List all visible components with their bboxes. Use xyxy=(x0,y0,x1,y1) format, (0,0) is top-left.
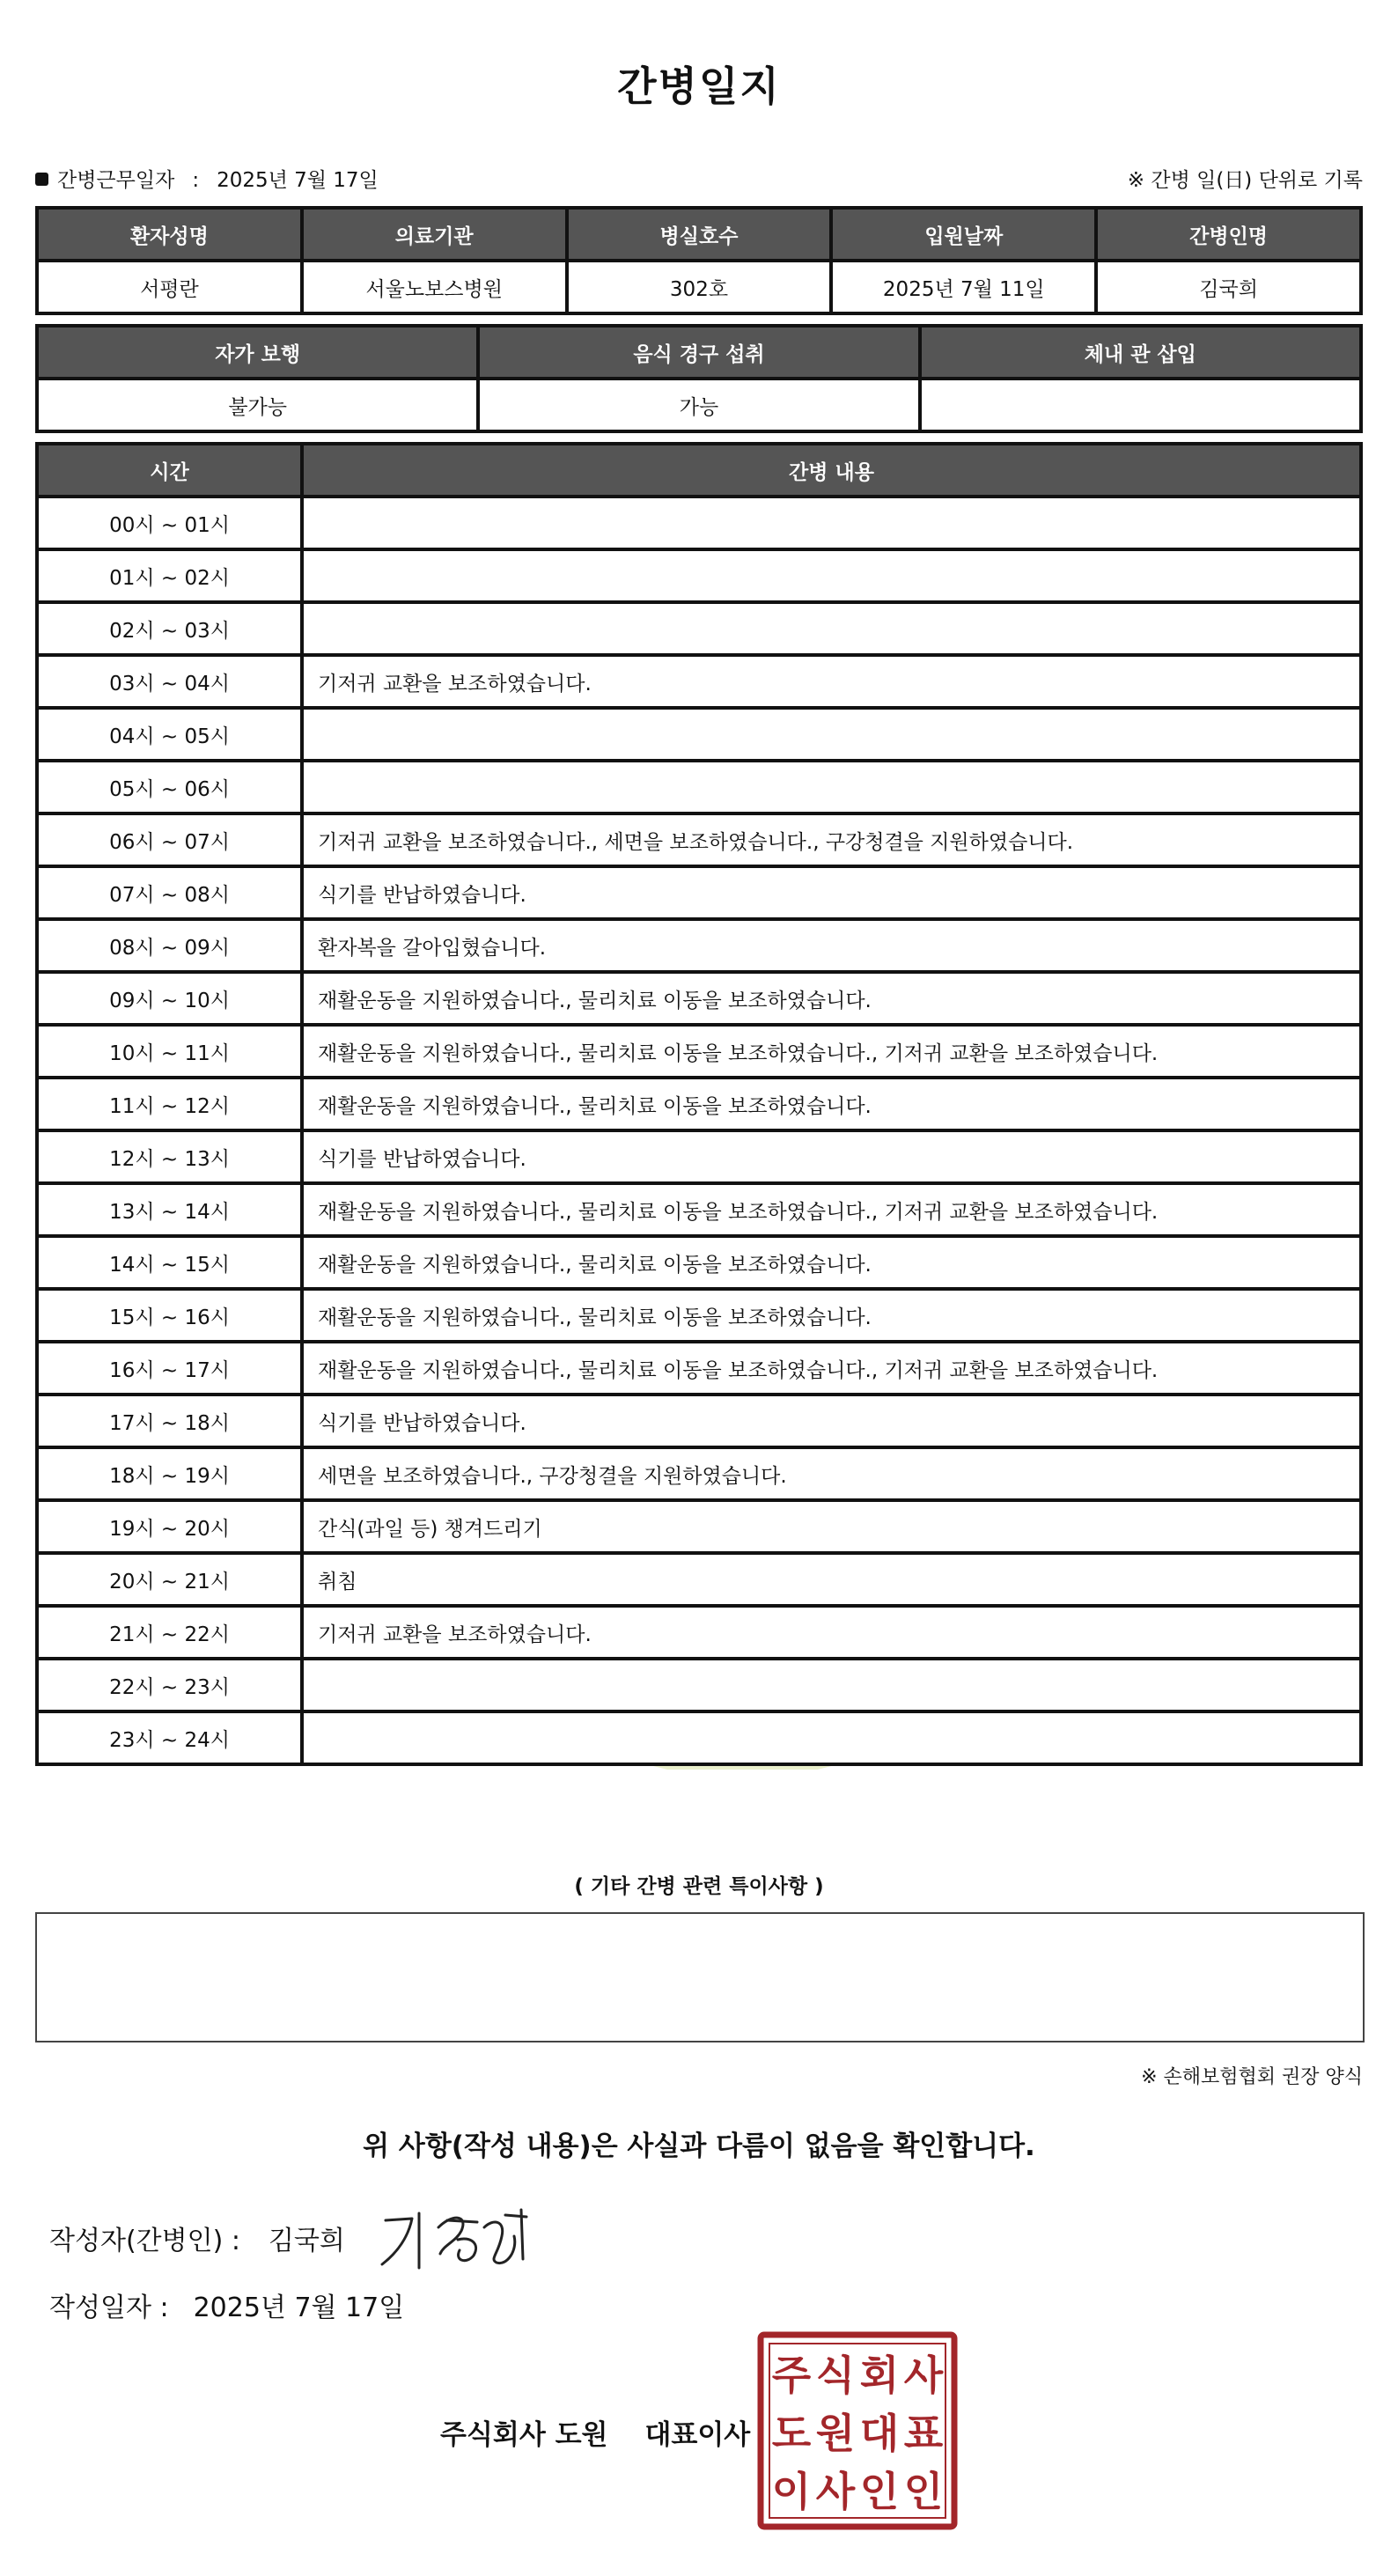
condition-table xyxy=(35,324,1363,433)
oral-intake-value: 가능 xyxy=(480,380,917,430)
header-room: 병실호수 xyxy=(569,210,830,259)
work-date-separator: : xyxy=(192,169,200,192)
header-hospital: 의료기관 xyxy=(304,210,565,259)
square-bullet-icon xyxy=(35,173,48,186)
header-time: 시간 xyxy=(39,445,300,495)
care-log-content: 식기를 반납하였습니다. xyxy=(304,1396,1359,1446)
care-log-time: 15시 ~ 16시 xyxy=(39,1291,300,1340)
care-log-time: 16시 ~ 17시 xyxy=(39,1343,300,1393)
company-seal-stamp xyxy=(757,2331,958,2530)
care-log-content: 기저귀 교환을 보조하였습니다., 세면을 보조하였습니다., 구강청결을 지원하였습니다. xyxy=(304,815,1359,865)
care-log-content xyxy=(304,551,1359,600)
care-log-time: 11시 ~ 12시 xyxy=(39,1079,300,1129)
care-log-content: 재활운동을 지원하였습니다., 물리치료 이동을 보조하였습니다. xyxy=(304,1079,1359,1129)
care-log-row xyxy=(39,762,1359,812)
care-log-time: 04시 ~ 05시 xyxy=(39,710,300,759)
care-log-row xyxy=(39,604,1359,653)
work-date-label: 간병근무일자 xyxy=(57,169,175,192)
care-log-time: 23시 ~ 24시 xyxy=(39,1713,300,1763)
header-tube-insertion: 체내 관 삽입 xyxy=(922,328,1359,377)
caregiver-name: 김국희 xyxy=(1098,262,1359,312)
care-log-table xyxy=(35,442,1363,1766)
seal-glyph: 도 xyxy=(771,2410,812,2457)
care-log-row xyxy=(39,1555,1359,1604)
care-log-time: 13시 ~ 14시 xyxy=(39,1185,300,1234)
notes-box xyxy=(35,1912,1365,2042)
care-log-row xyxy=(39,1079,1359,1129)
seal-glyph: 회 xyxy=(859,2352,900,2399)
care-log-time: 05시 ~ 06시 xyxy=(39,762,300,812)
care-log-time: 01시 ~ 02시 xyxy=(39,551,300,600)
care-log-time: 00시 ~ 01시 xyxy=(39,498,300,548)
care-log-content: 재활운동을 지원하였습니다., 물리치료 이동을 보조하였습니다., 기저귀 교환을 보조하였습니다. xyxy=(304,1185,1359,1234)
page-title: 간병일지 xyxy=(617,63,781,110)
seal-glyph: 이 xyxy=(771,2468,812,2515)
written-date-value: 2025년 7월 17일 xyxy=(193,2293,405,2323)
work-date xyxy=(35,164,379,193)
care-log-content xyxy=(304,762,1359,812)
care-log-content: 기저귀 교환을 보조하였습니다. xyxy=(304,1608,1359,1657)
confirmation-statement: 위 사항(작성 내용)은 사실과 다름이 없음을 확인합니다. xyxy=(363,2131,1035,2162)
hospital-name: 서울노보스병원 xyxy=(304,262,565,312)
care-log-content: 간식(과일 등) 챙겨드리기 xyxy=(304,1502,1359,1551)
care-log-row xyxy=(39,1660,1359,1710)
care-log-row xyxy=(39,498,1359,548)
written-date-label: 작성일자 : xyxy=(49,2293,169,2323)
care-log-content: 식기를 반납하였습니다. xyxy=(304,868,1359,917)
header-oral-intake: 음식 경구 섭취 xyxy=(480,328,917,377)
seal-glyph: 원 xyxy=(815,2410,856,2457)
header-caregiver-name: 간병인명 xyxy=(1098,210,1359,259)
care-log-time: 21시 ~ 22시 xyxy=(39,1608,300,1657)
care-log-time: 19시 ~ 20시 xyxy=(39,1502,300,1551)
header-admission-date: 입원날짜 xyxy=(833,210,1094,259)
care-log-row xyxy=(39,1608,1359,1657)
care-log-row xyxy=(39,868,1359,917)
care-log-row xyxy=(39,1132,1359,1181)
care-log-content: 재활운동을 지원하였습니다., 물리치료 이동을 보조하였습니다., 기저귀 교환을 보조하였습니다. xyxy=(304,1027,1359,1076)
seal-glyph: 사 xyxy=(815,2468,856,2515)
record-unit-note: ※ 간병 일(日) 단위로 기록 xyxy=(1127,169,1363,192)
care-log-time: 22시 ~ 23시 xyxy=(39,1660,300,1710)
care-log-content xyxy=(304,710,1359,759)
seal-glyph: 인 xyxy=(859,2468,900,2515)
care-log-content: 재활운동을 지원하였습니다., 물리치료 이동을 보조하였습니다. xyxy=(304,974,1359,1023)
care-log-row xyxy=(39,1449,1359,1498)
work-date-row xyxy=(35,164,1363,195)
care-log-row xyxy=(39,1396,1359,1446)
care-log-body xyxy=(39,498,1359,1763)
patient-info-table xyxy=(35,206,1363,315)
company-name: 주식회사 도원 xyxy=(440,2419,608,2451)
care-log-header-row xyxy=(39,445,1359,495)
care-log-time: 17시 ~ 18시 xyxy=(39,1396,300,1446)
care-log-content xyxy=(304,498,1359,548)
header-care-content: 간병 내용 xyxy=(304,445,1359,495)
patient-info-value-row xyxy=(39,262,1359,312)
patient-name: 서평란 xyxy=(39,262,300,312)
care-log-time: 09시 ~ 10시 xyxy=(39,974,300,1023)
care-log-time: 14시 ~ 15시 xyxy=(39,1238,300,1287)
care-log-content: 환자복을 갈아입혔습니다. xyxy=(304,921,1359,970)
care-log-time: 20시 ~ 21시 xyxy=(39,1555,300,1604)
care-log-row xyxy=(39,1238,1359,1287)
care-log-time: 18시 ~ 19시 xyxy=(39,1449,300,1498)
seal-glyph: 사 xyxy=(903,2352,944,2399)
self-walking-value: 불가능 xyxy=(39,380,476,430)
condition-header-row xyxy=(39,328,1359,377)
care-log-row xyxy=(39,1502,1359,1551)
care-log-content: 기저귀 교환을 보조하였습니다. xyxy=(304,657,1359,706)
work-date-value: 2025년 7월 17일 xyxy=(217,169,379,192)
care-log-time: 03시 ~ 04시 xyxy=(39,657,300,706)
seal-glyph: 식 xyxy=(815,2352,856,2399)
care-log-content: 재활운동을 지원하였습니다., 물리치료 이동을 보조하였습니다. xyxy=(304,1291,1359,1340)
tube-insertion-value xyxy=(922,380,1359,430)
care-log-row xyxy=(39,974,1359,1023)
header-self-walking: 자가 보행 xyxy=(39,328,476,377)
writer-line xyxy=(49,2219,345,2257)
care-log-row xyxy=(39,1343,1359,1393)
seal-glyph: 대 xyxy=(859,2410,900,2457)
care-log-time: 02시 ~ 03시 xyxy=(39,604,300,653)
seal-glyph: 인 xyxy=(903,2468,944,2515)
care-log-row xyxy=(39,1027,1359,1076)
care-log-row xyxy=(39,551,1359,600)
patient-info-header-row xyxy=(39,210,1359,259)
care-log-row xyxy=(39,815,1359,865)
condition-value-row xyxy=(39,380,1359,430)
writer-label: 작성자(간병인) : xyxy=(49,2226,240,2256)
care-log-row xyxy=(39,710,1359,759)
care-log-row xyxy=(39,657,1359,706)
handwritten-signature xyxy=(373,2201,541,2277)
care-log-content: 재활운동을 지원하였습니다., 물리치료 이동을 보조하였습니다. xyxy=(304,1238,1359,1287)
care-log-content xyxy=(304,1713,1359,1763)
care-log-row xyxy=(39,1185,1359,1234)
written-date-line xyxy=(49,2285,404,2324)
care-log-row xyxy=(39,1713,1359,1763)
care-log-time: 06시 ~ 07시 xyxy=(39,815,300,865)
care-log-content xyxy=(304,604,1359,653)
care-log-content xyxy=(304,1660,1359,1710)
care-log-content: 세면을 보조하였습니다., 구강청결을 지원하였습니다. xyxy=(304,1449,1359,1498)
care-log-time: 07시 ~ 08시 xyxy=(39,868,300,917)
writer-name: 김국희 xyxy=(268,2226,345,2256)
seal-glyph: 표 xyxy=(903,2410,944,2457)
care-log-time: 10시 ~ 11시 xyxy=(39,1027,300,1076)
care-log-content: 식기를 반납하였습니다. xyxy=(304,1132,1359,1181)
care-log-content: 취침 xyxy=(304,1555,1359,1604)
company-line xyxy=(440,2412,750,2452)
care-log-time: 12시 ~ 13시 xyxy=(39,1132,300,1181)
care-log-time: 08시 ~ 09시 xyxy=(39,921,300,970)
header-patient-name: 환자성명 xyxy=(39,210,300,259)
admission-date: 2025년 7월 11일 xyxy=(833,262,1094,312)
ceo-title: 대표이사 xyxy=(644,2419,751,2451)
room-number: 302호 xyxy=(569,262,830,312)
notes-title: ( 기타 간병 관련 특이사항 ) xyxy=(574,1875,824,1898)
care-log-content: 재활운동을 지원하였습니다., 물리치료 이동을 보조하였습니다., 기저귀 교환을 보조하였습니다. xyxy=(304,1343,1359,1393)
care-log-row xyxy=(39,921,1359,970)
standard-form-note: ※ 손해보험협회 권장 양식 xyxy=(1141,2066,1363,2088)
care-log-row xyxy=(39,1291,1359,1340)
seal-glyph: 주 xyxy=(771,2352,812,2399)
